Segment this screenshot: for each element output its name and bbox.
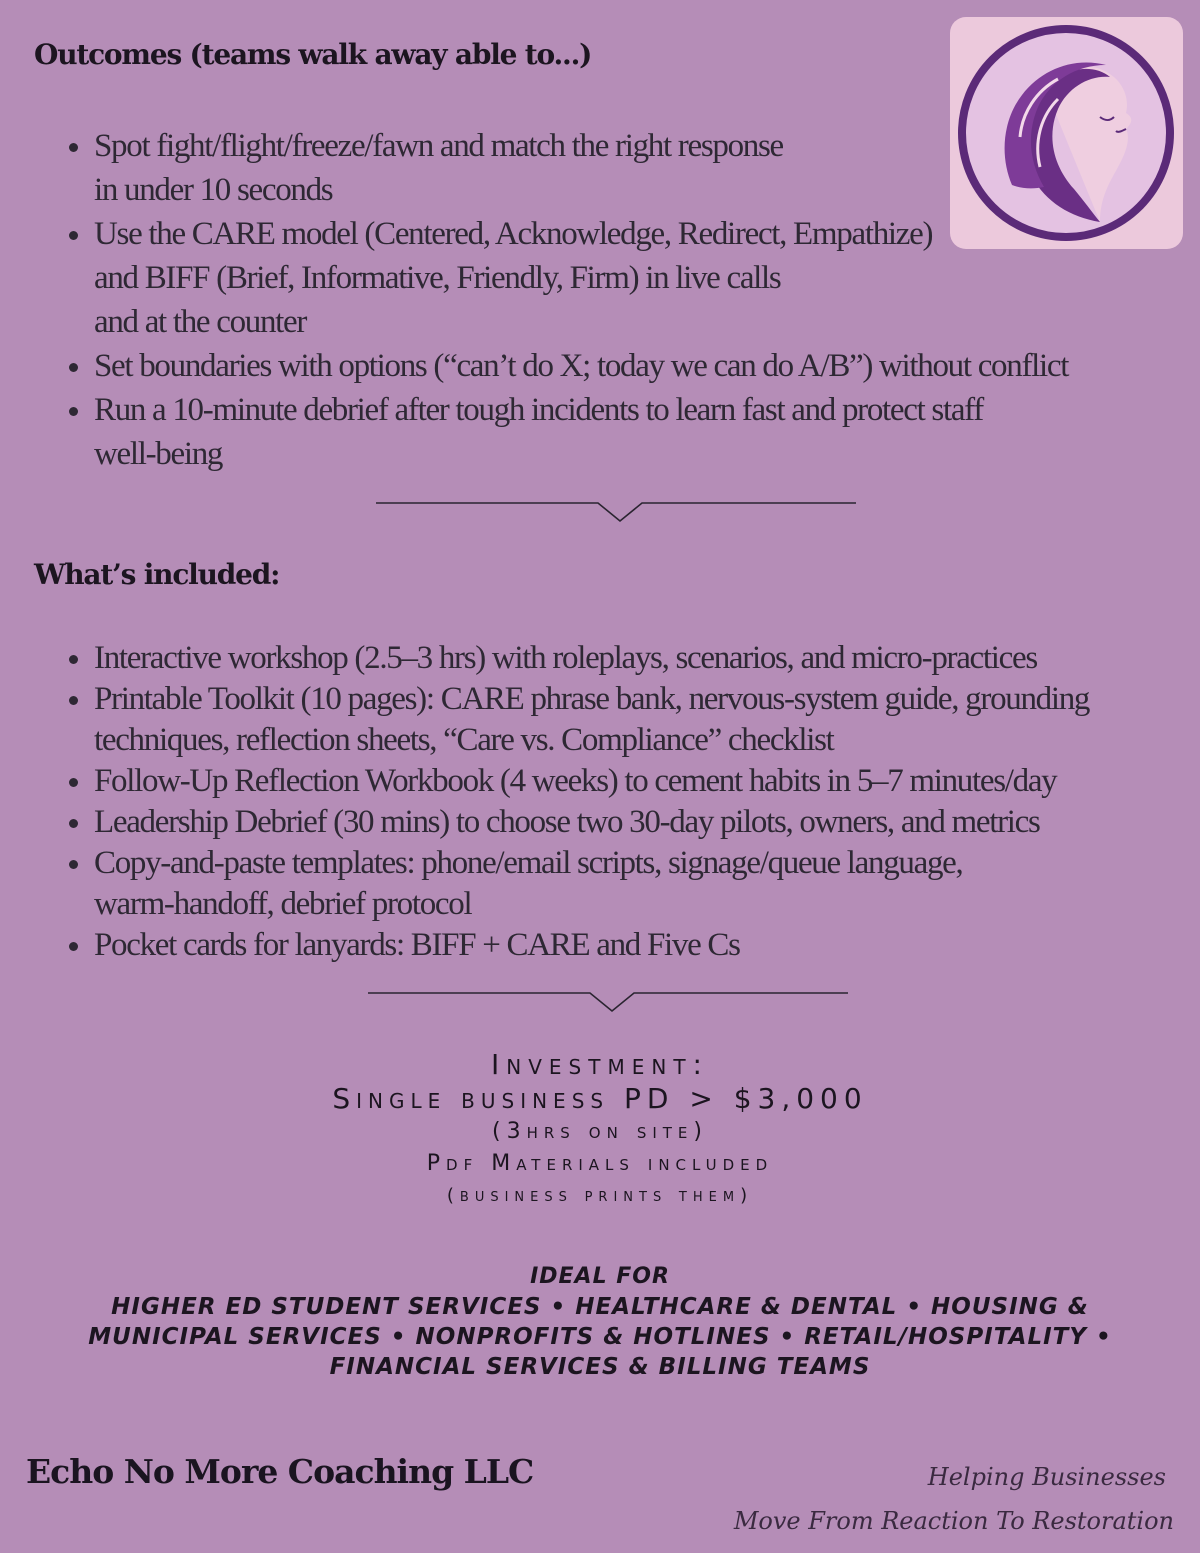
list-item: • Follow-Up Reflection Workbook (4 weeks) to cement habits in 5–7 minutes/day [94, 761, 1184, 802]
investment-materials: Pdf Materials included [426, 1151, 774, 1176]
investment-block [0, 1048, 1200, 1212]
company-name: Echo No More Coaching LLC [26, 1452, 534, 1491]
list-item: • Interactive workshop (2.5–3 hrs) with roleplays, scenarios, and micro-practices [94, 638, 1184, 679]
section-divider [376, 495, 856, 527]
tagline [734, 1455, 1174, 1543]
outcomes-heading: Outcomes (teams walk away able to...) [34, 38, 592, 71]
list-item: • Set boundaries with options (“can’t do X; today we can do A/B”) without conflict [94, 344, 1144, 388]
ideal-for-line: HIGHER ED STUDENT SERVICES • HEALTHCARE & DENTAL • HOUSING & [111, 1294, 1089, 1320]
investment-title: Investment: [491, 1048, 709, 1081]
included-heading: What’s included: [34, 558, 280, 591]
list-item: • Printable Toolkit (10 pages): CARE phrase bank, nervous-system guide, grounding techniques, reflection sheets, “Care vs. Compliance” checklist [94, 679, 1184, 761]
ideal-for-line: FINANCIAL SERVICES & BILLING TEAMS [329, 1354, 871, 1380]
list-item: • Spot fight/flight/freeze/fawn and match the right response in under 10 seconds [94, 124, 1144, 212]
tagline-line: Move From Reaction To Restoration [733, 1507, 1174, 1535]
investment-duration: (3hrs on site) [492, 1119, 708, 1144]
included-list [62, 638, 1184, 966]
list-item: • Pocket cards for lanyards: BIFF + CARE and Five Cs [94, 925, 1184, 966]
list-item: • Use the CARE model (Centered, Acknowledge, Redirect, Empathize) and BIFF (Brief, Informative, Friendly, Firm) in live calls and at the counter [94, 212, 1144, 344]
investment-print-note: (business prints them) [446, 1185, 754, 1206]
section-divider [368, 985, 848, 1017]
list-item: • Copy-and-paste templates: phone/email scripts, signage/queue language, warm-handoff, debrief protocol [94, 843, 1184, 925]
ideal-for-line: MUNICIPAL SERVICES • NONPROFITS & HOTLINES • RETAIL/HOSPITALITY • [88, 1324, 1112, 1350]
outcomes-list [62, 124, 1144, 476]
tagline-line: Helping Businesses [927, 1463, 1166, 1491]
investment-price: Single business PD > $3,000 [332, 1082, 868, 1115]
ideal-for-block [0, 1262, 1200, 1382]
ideal-for-title: IDEAL FOR [530, 1264, 670, 1289]
list-item: • Run a 10-minute debrief after tough incidents to learn fast and protect staff well-being [94, 388, 1144, 476]
list-item: • Leadership Debrief (30 mins) to choose two 30-day pilots, owners, and metrics [94, 802, 1184, 843]
